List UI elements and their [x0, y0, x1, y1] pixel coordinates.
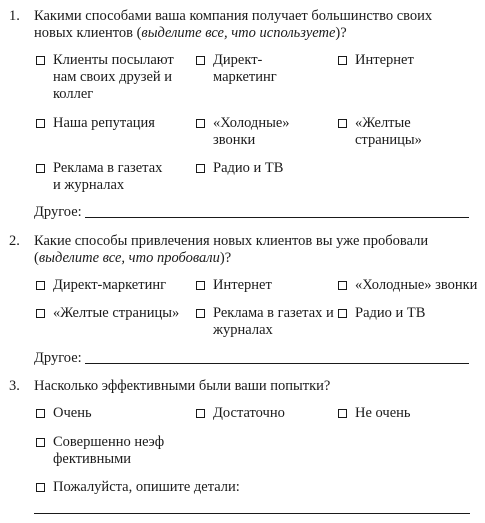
q2-option-cold-calls[interactable]	[338, 277, 485, 294]
q3-option-details[interactable]	[36, 479, 336, 496]
q2-option-direct-marketing[interactable]	[36, 277, 191, 294]
q3-option-ineffective[interactable]	[36, 434, 186, 468]
q1-option-label: Реклама в газетах и журналах	[53, 160, 163, 193]
q1-option-label: Интернет	[355, 52, 414, 68]
q2-option-radio-tv[interactable]	[338, 305, 468, 322]
question-1-text-a: Какими способами ваша компания получает большинство своих новых клиентов (	[34, 8, 433, 41]
q3-option-label: Очень	[53, 405, 92, 421]
checkbox[interactable]	[36, 119, 45, 128]
checkbox[interactable]	[36, 438, 45, 447]
q1-option-label: Клиенты посылают нам своих друзей и коллег	[53, 52, 174, 102]
q2-option-internet[interactable]	[196, 277, 326, 294]
q2-option-label: Интернет	[213, 277, 272, 293]
q2-option-yellow-pages[interactable]	[36, 305, 194, 322]
question-2-number: 2.	[9, 233, 20, 249]
q1-option-reputation[interactable]	[36, 115, 186, 132]
q1-option-label: «Желтые страницы»	[355, 115, 422, 148]
q1-option-referrals[interactable]	[36, 52, 176, 103]
checkbox[interactable]	[196, 119, 205, 128]
q1-option-internet[interactable]	[338, 52, 468, 69]
q1-option-direct-marketing[interactable]	[196, 52, 316, 86]
question-3-number: 3.	[9, 378, 20, 394]
checkbox[interactable]	[36, 164, 45, 173]
q2-option-label: «Желтые страницы»	[53, 305, 180, 321]
q2-option-print-ads[interactable]	[196, 305, 336, 339]
checkbox[interactable]	[196, 309, 205, 318]
q2-option-label: Директ-маркетинг	[53, 277, 167, 293]
q1-option-cold-calls[interactable]	[196, 115, 316, 149]
checkbox[interactable]	[196, 164, 205, 173]
q1-other-line[interactable]	[85, 217, 469, 218]
q3-option-not-very[interactable]	[338, 405, 468, 422]
checkbox[interactable]	[36, 309, 45, 318]
q2-other-label: Другое:	[34, 350, 82, 366]
q1-option-yellow-pages[interactable]	[338, 115, 468, 149]
checkbox[interactable]	[36, 409, 45, 418]
q2-other-line[interactable]	[85, 363, 469, 364]
question-2-text	[34, 233, 478, 267]
checkbox[interactable]	[196, 281, 205, 290]
q2-option-label: Радио и ТВ	[355, 305, 426, 321]
q1-option-radio-tv[interactable]	[196, 160, 316, 177]
question-2-text-a: Какие способы привлечения новых клиентов вы уже пробовали (	[34, 233, 429, 266]
checkbox[interactable]	[338, 309, 347, 318]
checkbox[interactable]	[196, 56, 205, 65]
question-2-text-b: )?	[219, 250, 232, 266]
checkbox[interactable]	[196, 409, 205, 418]
question-1-number: 1.	[9, 8, 20, 24]
checkbox[interactable]	[338, 119, 347, 128]
q2-option-label: Реклама в газетах и журналах	[213, 305, 334, 338]
q3-option-label: Пожалуйста, опишите детали:	[53, 479, 240, 495]
q3-details-line[interactable]	[34, 513, 470, 514]
q3-option-label: Не очень	[355, 405, 411, 421]
checkbox[interactable]	[36, 56, 45, 65]
checkbox[interactable]	[338, 409, 347, 418]
question-1-text	[34, 8, 474, 42]
q3-option-label: Совершенно неэффективными	[53, 434, 165, 467]
q1-option-label: Директ-маркетинг	[213, 52, 277, 85]
checkbox[interactable]	[36, 483, 45, 492]
q1-other-field[interactable]	[34, 204, 469, 221]
question-3-text: Насколько эффективными были ваши попытки?	[34, 378, 331, 394]
q1-other-label: Другое:	[34, 204, 82, 220]
q3-option-sufficient[interactable]	[196, 405, 326, 422]
q1-option-print-ads[interactable]	[36, 160, 186, 194]
q3-option-label: Достаточно	[213, 405, 285, 421]
question-1-hint: выделите все, что используете	[141, 25, 336, 41]
checkbox[interactable]	[36, 281, 45, 290]
q1-option-label: «Холодные» звонки	[213, 115, 290, 148]
checkbox[interactable]	[338, 56, 347, 65]
q1-option-label: Радио и ТВ	[213, 160, 284, 176]
q2-option-label: «Холодные» звонки	[355, 277, 478, 293]
checkbox[interactable]	[338, 281, 347, 290]
question-2-hint: выделите все, что пробовали	[38, 250, 220, 266]
q3-option-very[interactable]	[36, 405, 186, 422]
q2-other-field[interactable]	[34, 350, 469, 367]
question-1-text-b: )?	[335, 25, 347, 41]
q1-option-label: Наша репутация	[53, 115, 155, 131]
